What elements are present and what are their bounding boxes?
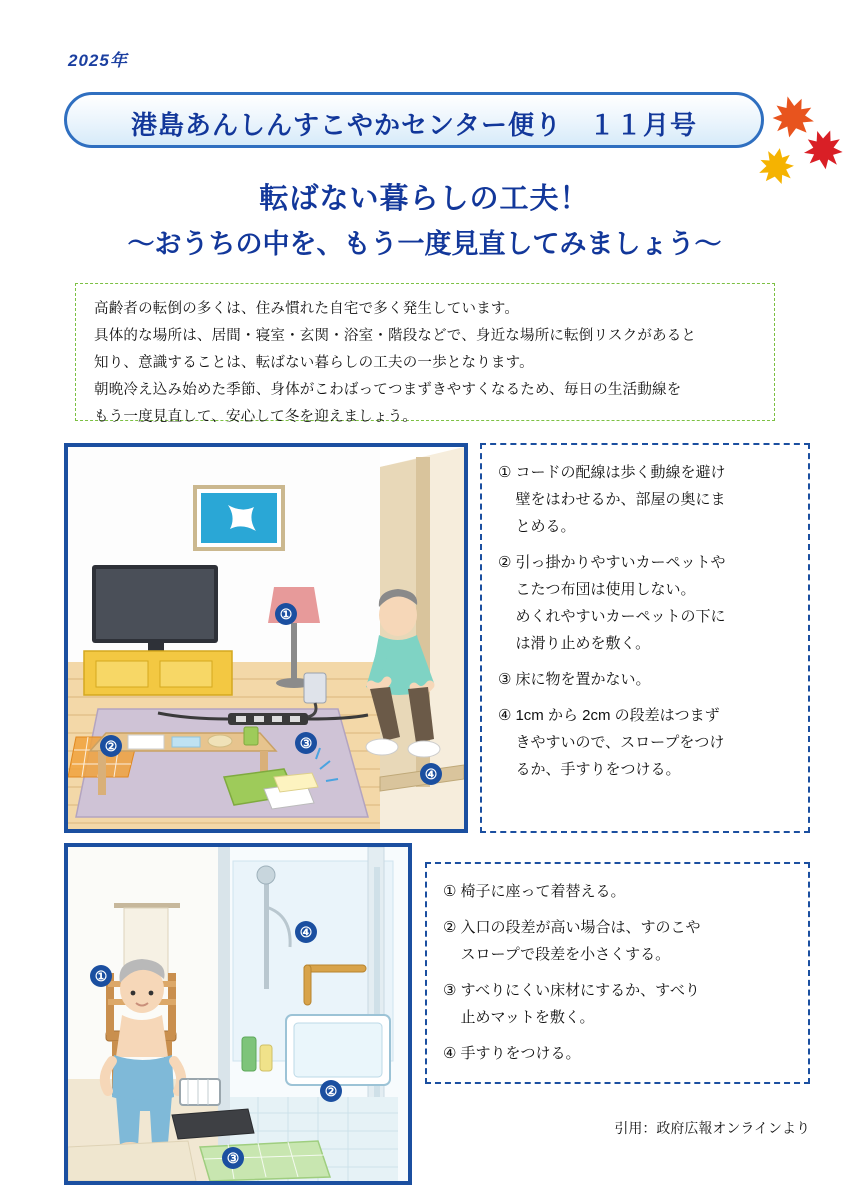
tip-line: は滑り止めを敷く。 [515, 635, 651, 652]
tip-number: ① [498, 464, 512, 481]
tip-item [443, 878, 794, 905]
living-room-illustration [64, 443, 468, 833]
tip-number: ③ [498, 671, 512, 688]
tip-text [460, 914, 794, 968]
intro-line: 朝晩冷え込み始めた季節、身体がこわばってつまずきやすくなるため、毎日の生活動線を [94, 382, 682, 398]
page-headline: 転ばない暮らしの工夫！ [259, 183, 590, 215]
tip-line: 止めマットを敷く。 [460, 1009, 595, 1026]
intro-line: 具体的な場所は、居間・寝室・玄関・浴室・階段などで、身近な場所に転倒リスクがあると [94, 328, 697, 344]
tip-number: ④ [498, 707, 512, 724]
tip-line: 入口の段差が高い場合は、すのこや [460, 919, 701, 936]
tip-line: スロープで段差を小さくする。 [460, 946, 671, 963]
tip-line: 1cm から 2cm の段差はつまず [515, 707, 720, 724]
tip-item [498, 459, 794, 540]
tip-line: 手すりをつける。 [460, 1045, 581, 1062]
tip-line: すべりにくい床材にするか、すべり [460, 982, 700, 999]
year-label: 2025年 [68, 51, 128, 70]
tip-text [515, 549, 794, 657]
living-marker-3: ③ [295, 732, 317, 754]
tip-item [498, 666, 794, 693]
tip-item [498, 702, 794, 783]
tip-number: ① [443, 883, 457, 900]
bath-marker-3: ③ [222, 1147, 244, 1169]
living-marker-1: ① [275, 603, 297, 625]
tip-item [498, 549, 794, 657]
tip-line: とめる。 [515, 518, 576, 535]
tip-text [460, 878, 794, 905]
newsletter-title: 港島あんしんすこやかセンター便り １１月号 [131, 110, 697, 140]
living-marker-4: ④ [420, 763, 442, 785]
tip-line: 壁をはわせるか、部屋の奥にま [515, 491, 726, 508]
tip-text [515, 459, 794, 540]
tip-text [460, 977, 794, 1031]
tip-text [515, 702, 794, 783]
tip-number: ② [498, 554, 512, 571]
living-marker-2: ② [100, 735, 122, 757]
tip-item [443, 914, 794, 968]
tip-number: ③ [443, 982, 457, 999]
tip-number: ② [443, 919, 457, 936]
tip-line: めくれやすいカーペットの下に [515, 608, 726, 625]
tip-number: ④ [443, 1045, 457, 1062]
page-subheadline: ～おうちの中を、もう一度見直してみましょう～ [127, 229, 722, 259]
bath-marker-1: ① [90, 965, 112, 987]
tip-line: きやすいので、スロープをつけ [515, 734, 725, 751]
tip-item [443, 977, 794, 1031]
bathroom-illustration [64, 843, 412, 1185]
tip-line: るか、手すりをつける。 [515, 761, 681, 778]
living-room-tips-box [480, 443, 810, 833]
bath-marker-4: ④ [295, 921, 317, 943]
tip-text [460, 1040, 794, 1067]
source-citation: 引用：政府広報オンラインより [614, 1120, 810, 1136]
intro-line: 知り、意識することは、転ばない暮らしの工夫の一歩となります。 [94, 355, 534, 371]
tip-line: コードの配線は歩く動線を避け [515, 464, 726, 481]
bath-marker-2: ② [320, 1080, 342, 1102]
intro-line: もう一度見直して、安心して冬を迎えましょう。 [94, 409, 418, 425]
tip-line: 引っ掛かりやすいカーペットや [515, 554, 726, 571]
tip-line: 床に物を置かない。 [515, 671, 651, 688]
intro-text-box [75, 283, 775, 425]
tip-text [515, 666, 794, 693]
tip-item [443, 1040, 794, 1067]
newsletter-title-banner [64, 92, 764, 148]
tip-line: 椅子に座って着替える。 [460, 883, 626, 900]
intro-line: 高齢者の転倒の多くは、住み慣れた自宅で多く発生しています。 [94, 301, 520, 317]
tip-line: こたつ布団は使用しない。 [515, 581, 696, 598]
bathroom-tips-box [425, 862, 810, 1084]
